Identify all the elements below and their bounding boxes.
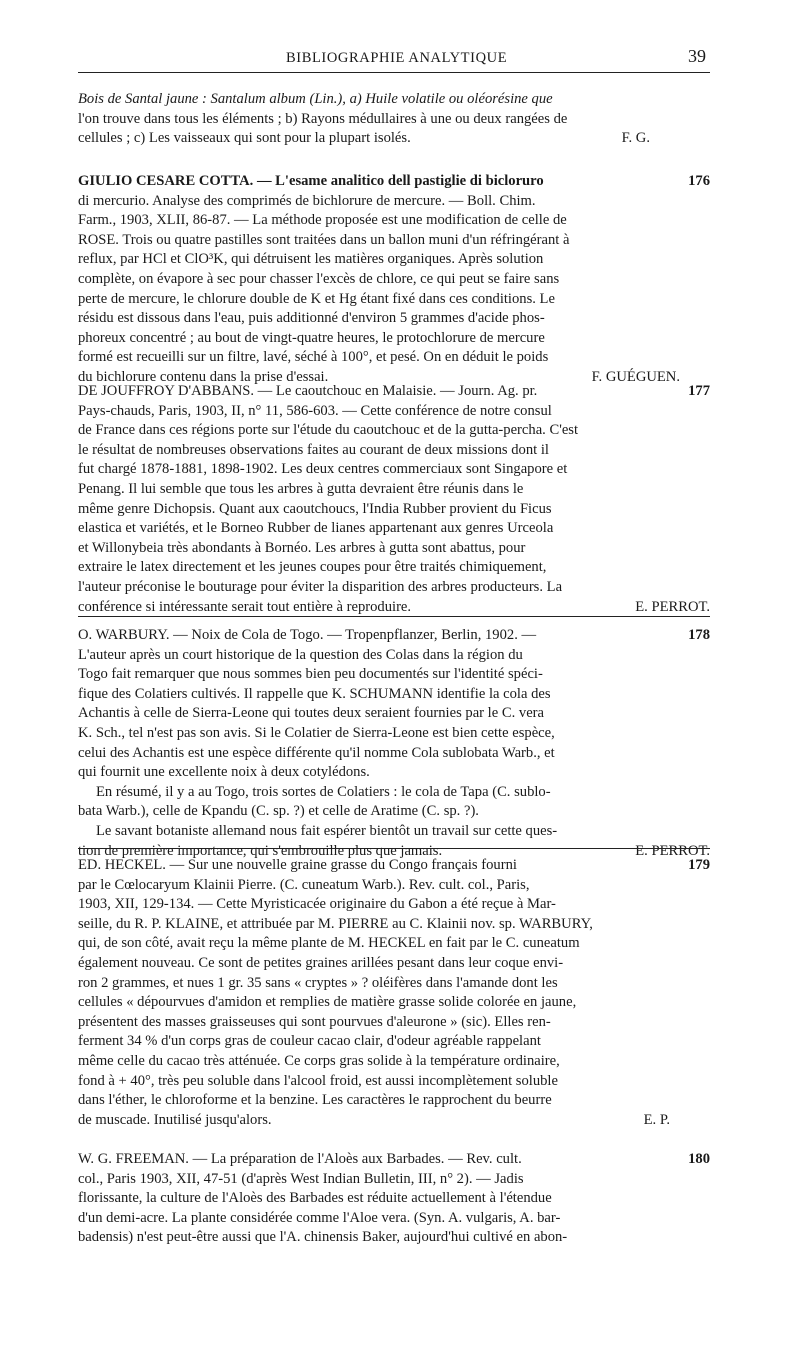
entry-line: d'un demi-acre. La plante considérée comme l'Aloe vera. (Syn. A. vulgaris, A. bar- bbox=[78, 1209, 561, 1226]
entry-179 bbox=[78, 856, 710, 1130]
entry-line: même celle du cacao très atténuée. Ce corps gras solide à la température ordinaire, bbox=[78, 1052, 560, 1069]
entry-line: elastica et variétés, et le Borneo Rubber de lianes appartenant aux genres Urceola bbox=[78, 520, 554, 537]
entry-number: 178 bbox=[688, 627, 710, 643]
entry-signature: E. P. bbox=[643, 1111, 670, 1128]
entry-line: L'auteur après un court historique de la question des Colas dans la région du bbox=[78, 646, 523, 663]
entry-line: O. WARBURY. — Noix de Cola de Togo. — Tropenpflanzer, Berlin, 1902. — 178 bbox=[78, 626, 710, 646]
entry-line: DE JOUFFROY D'ABBANS. — Le caoutchouc en Malaisie. — Journ. Ag. pr. 177 bbox=[78, 382, 710, 402]
entry-line: de muscade. Inutilisé jusqu'alors. E. P. bbox=[78, 1111, 710, 1131]
entry-signature: E. PERROT. bbox=[635, 842, 710, 859]
entry-line: fique des Colatiers cultivés. Il rappelle que K. SCHUMANN identifie la cola des bbox=[78, 685, 551, 702]
entry-line: ED. HECKEL. — Sur une nouvelle graine grasse du Congo français fourni 179 bbox=[78, 856, 710, 876]
entry-line: qui fournit une excellente noix à deux cotylédons. bbox=[78, 764, 370, 781]
entry-line: de France dans ces régions porte sur l'étude du caoutchouc et de la gutta-percha. C'est bbox=[78, 422, 579, 439]
entry-line: col., Paris 1903, XII, 47-51 (d'après West Indian Bulletin, III, n° 2). — Jadis bbox=[78, 1170, 524, 1187]
entry-line: même genre Dichopsis. Quant aux caoutchoucs, l'India Rubber provient du Ficus bbox=[78, 500, 552, 517]
entry-line: présentent des masses graisseuses qui sont pourvues d'aleurone » (sic). Elles ren- bbox=[78, 1013, 551, 1030]
entry-line: di mercurio. Analyse des comprimés de bichlorure de mercure. — Boll. Chim. bbox=[78, 192, 536, 209]
entry-line: par le Cœlocaryum Klainii Pierre. (C. cuneatum Warb.). Rev. cult. col., Paris, bbox=[78, 876, 530, 893]
entry-signature: E. PERROT. bbox=[635, 598, 710, 615]
entry-line: fut chargé 1878-1881, 1898-1902. Les deux centres commerciaux sont Singapore et bbox=[78, 461, 568, 478]
entry-180 bbox=[78, 1150, 710, 1248]
entry-number: 176 bbox=[688, 173, 710, 189]
entry-line: complète, on évapore à sec pour chasser l'excès de chlore, ce qui peut se faire sans bbox=[78, 270, 560, 287]
entry-178 bbox=[78, 626, 710, 861]
entry-line: conférence si intéressante serait tout entière à reproduire. E. PERROT. bbox=[78, 598, 710, 618]
entry-line: seille, du R. P. KLAINE, et attribuée par M. PIERRE au C. Klainii nov. sp. WARBURY, bbox=[78, 915, 593, 932]
entry-line: fond à + 40°, très peu soluble dans l'alcool froid, est aussi incomplètement soluble bbox=[78, 1072, 558, 1089]
entry-signature: F. G. bbox=[621, 130, 650, 147]
entry-number: 179 bbox=[688, 857, 710, 873]
entry-line: bata Warb.), celle de Kpandu (C. sp. ?) et celle de Aratime (C. sp. ?). bbox=[78, 803, 479, 820]
entry-line: du bichlorure contenu dans la prise d'essai. F. GUÉGUEN. bbox=[78, 368, 710, 388]
entry-line: Farm., 1903, XLII, 86-87. — La méthode proposée est une modification de celle de bbox=[78, 212, 567, 229]
section-divider bbox=[78, 848, 710, 849]
entry-line: florissante, la culture de l'Aloès des Barbades est réduite actuellement à l'étendue bbox=[78, 1190, 552, 1207]
entry-line: ron 2 grammes, et nues 1 gr. 35 sans « cryptes » ? oléifères dans l'amande dont les bbox=[78, 974, 558, 991]
entry-line: badensis) n'est peut-être aussi que l'A. chinensis Baker, aujourd'hui cultivé en abon- bbox=[78, 1229, 568, 1246]
entry-signature: F. GUÉGUEN. bbox=[591, 368, 680, 385]
entry-number: 180 bbox=[688, 1151, 710, 1167]
entry-line: dans l'éther, le chloroforme et la benzine. Les caractères le rapprochent du beurre bbox=[78, 1092, 552, 1109]
entry-line: reflux, par HCl et ClO³K, qui détruisent les matières organiques. Après solution bbox=[78, 251, 544, 268]
entry-line: 1903, XII, 129-134. — Cette Myristicacée originaire du Gabon a été reçue à Mar- bbox=[78, 896, 556, 913]
entry-line: Pays-chauds, Paris, 1903, II, n° 11, 586-603. — Cette conférence de notre consul bbox=[78, 402, 552, 419]
entry-line: GIULIO CESARE COTTA. — L'esame analitico dell pastiglie di bicloruro 176 bbox=[78, 172, 710, 192]
entry-line: Achantis à celle de Sierra-Leone qui toutes deux seraient fournies par le C. vera bbox=[78, 705, 545, 722]
entry-line: cellules « dépourvues d'amidon et remplies de matière grasse solide colorée en jaune, bbox=[78, 994, 577, 1011]
entry-line: perte de mercure, le chlorure double de K et Hg étant fixé dans ces conditions. Le bbox=[78, 290, 555, 307]
entry-line: ferment 34 % d'un corps gras de couleur cacao clair, d'odeur agréable rappelant bbox=[78, 1033, 541, 1050]
entry-line: formé est recueilli sur un filtre, lavé, séché à 100°, et pesé. On en déduit le poids bbox=[78, 349, 549, 366]
entry-line: cellules ; c) Les vaisseaux qui sont pour la plupart isolés. F. G. bbox=[78, 129, 710, 149]
entry-line: l'auteur préconise le bouturage pour éviter la disparition des arbres producteurs. La bbox=[78, 578, 563, 595]
entry-line: Le savant botaniste allemand nous fait espérer bientôt un travail sur cette ques- bbox=[96, 822, 558, 839]
entry-line: Togo fait remarquer que nous sommes bien peu documentés sur l'identité spéci- bbox=[78, 666, 543, 683]
entry-line: qui, de son côté, avait reçu la même plante de M. HECKEL en fait par le C. cuneatum bbox=[78, 935, 580, 952]
page-number: 39 bbox=[688, 46, 706, 66]
entry-line: ROSE. Trois ou quatre pastilles sont traitées dans un ballon muni d'un réfringérant à bbox=[78, 231, 570, 248]
running-title: BIBLIOGRAPHIE ANALYTIQUE bbox=[286, 50, 508, 66]
entry-line: tion de première importance, qui s'embrouille plus que jamais. E. PERROT. bbox=[78, 842, 710, 862]
entry-line: extraire le latex directement et les jeunes coupes pour être traités chimiquement, bbox=[78, 559, 547, 576]
entry-line: le résultat de nombreuses observations faites au courant de deux missions dont il bbox=[78, 441, 549, 458]
entry-line: Bois de Santal jaune : Santalum album (Lin.), a) Huile volatile ou oléorésine que bbox=[78, 91, 553, 107]
entry-176 bbox=[78, 172, 710, 388]
entry-line: W. G. FREEMAN. — La préparation de l'Aloès aux Barbades. — Rev. cult. 180 bbox=[78, 1150, 710, 1170]
entry-line: phoreux concentré ; au bout de vingt-quatre heures, le protochlorure de mercure bbox=[78, 329, 545, 346]
entry-line: celui des Achantis est une espèce différente qu'il nomme Cola sublobata Warb., et bbox=[78, 744, 555, 761]
section-divider bbox=[78, 616, 710, 617]
entry-line: également nouveau. Ce sont de petites graines arillées pesant dans leur coque envi- bbox=[78, 954, 564, 971]
entry-line: et Willonybeia très abondants à Bornéo. Les arbres à gutta sont abattus, pour bbox=[78, 539, 526, 556]
entry-line: K. Sch., tel n'est pas son avis. Si le Colatier de Sierra-Leone est bien cette espèce, bbox=[78, 724, 555, 741]
entry-santal bbox=[78, 90, 710, 149]
entry-line: résidu est dissous dans l'eau, puis additionné d'environ 5 grammes d'acide phos- bbox=[78, 310, 545, 327]
entry-number: 177 bbox=[688, 383, 710, 399]
entry-line: Penang. Il lui semble que tous les arbres à gutta devraient être réunis dans le bbox=[78, 480, 524, 497]
entry-line: En résumé, il y a au Togo, trois sortes de Colatiers : le cola de Tapa (C. sublo- bbox=[96, 783, 551, 800]
running-header bbox=[78, 44, 710, 73]
entry-line: l'on trouve dans tous les éléments ; b) Rayons médullaires à une ou deux rangées de bbox=[78, 110, 568, 127]
entry-177 bbox=[78, 382, 710, 617]
